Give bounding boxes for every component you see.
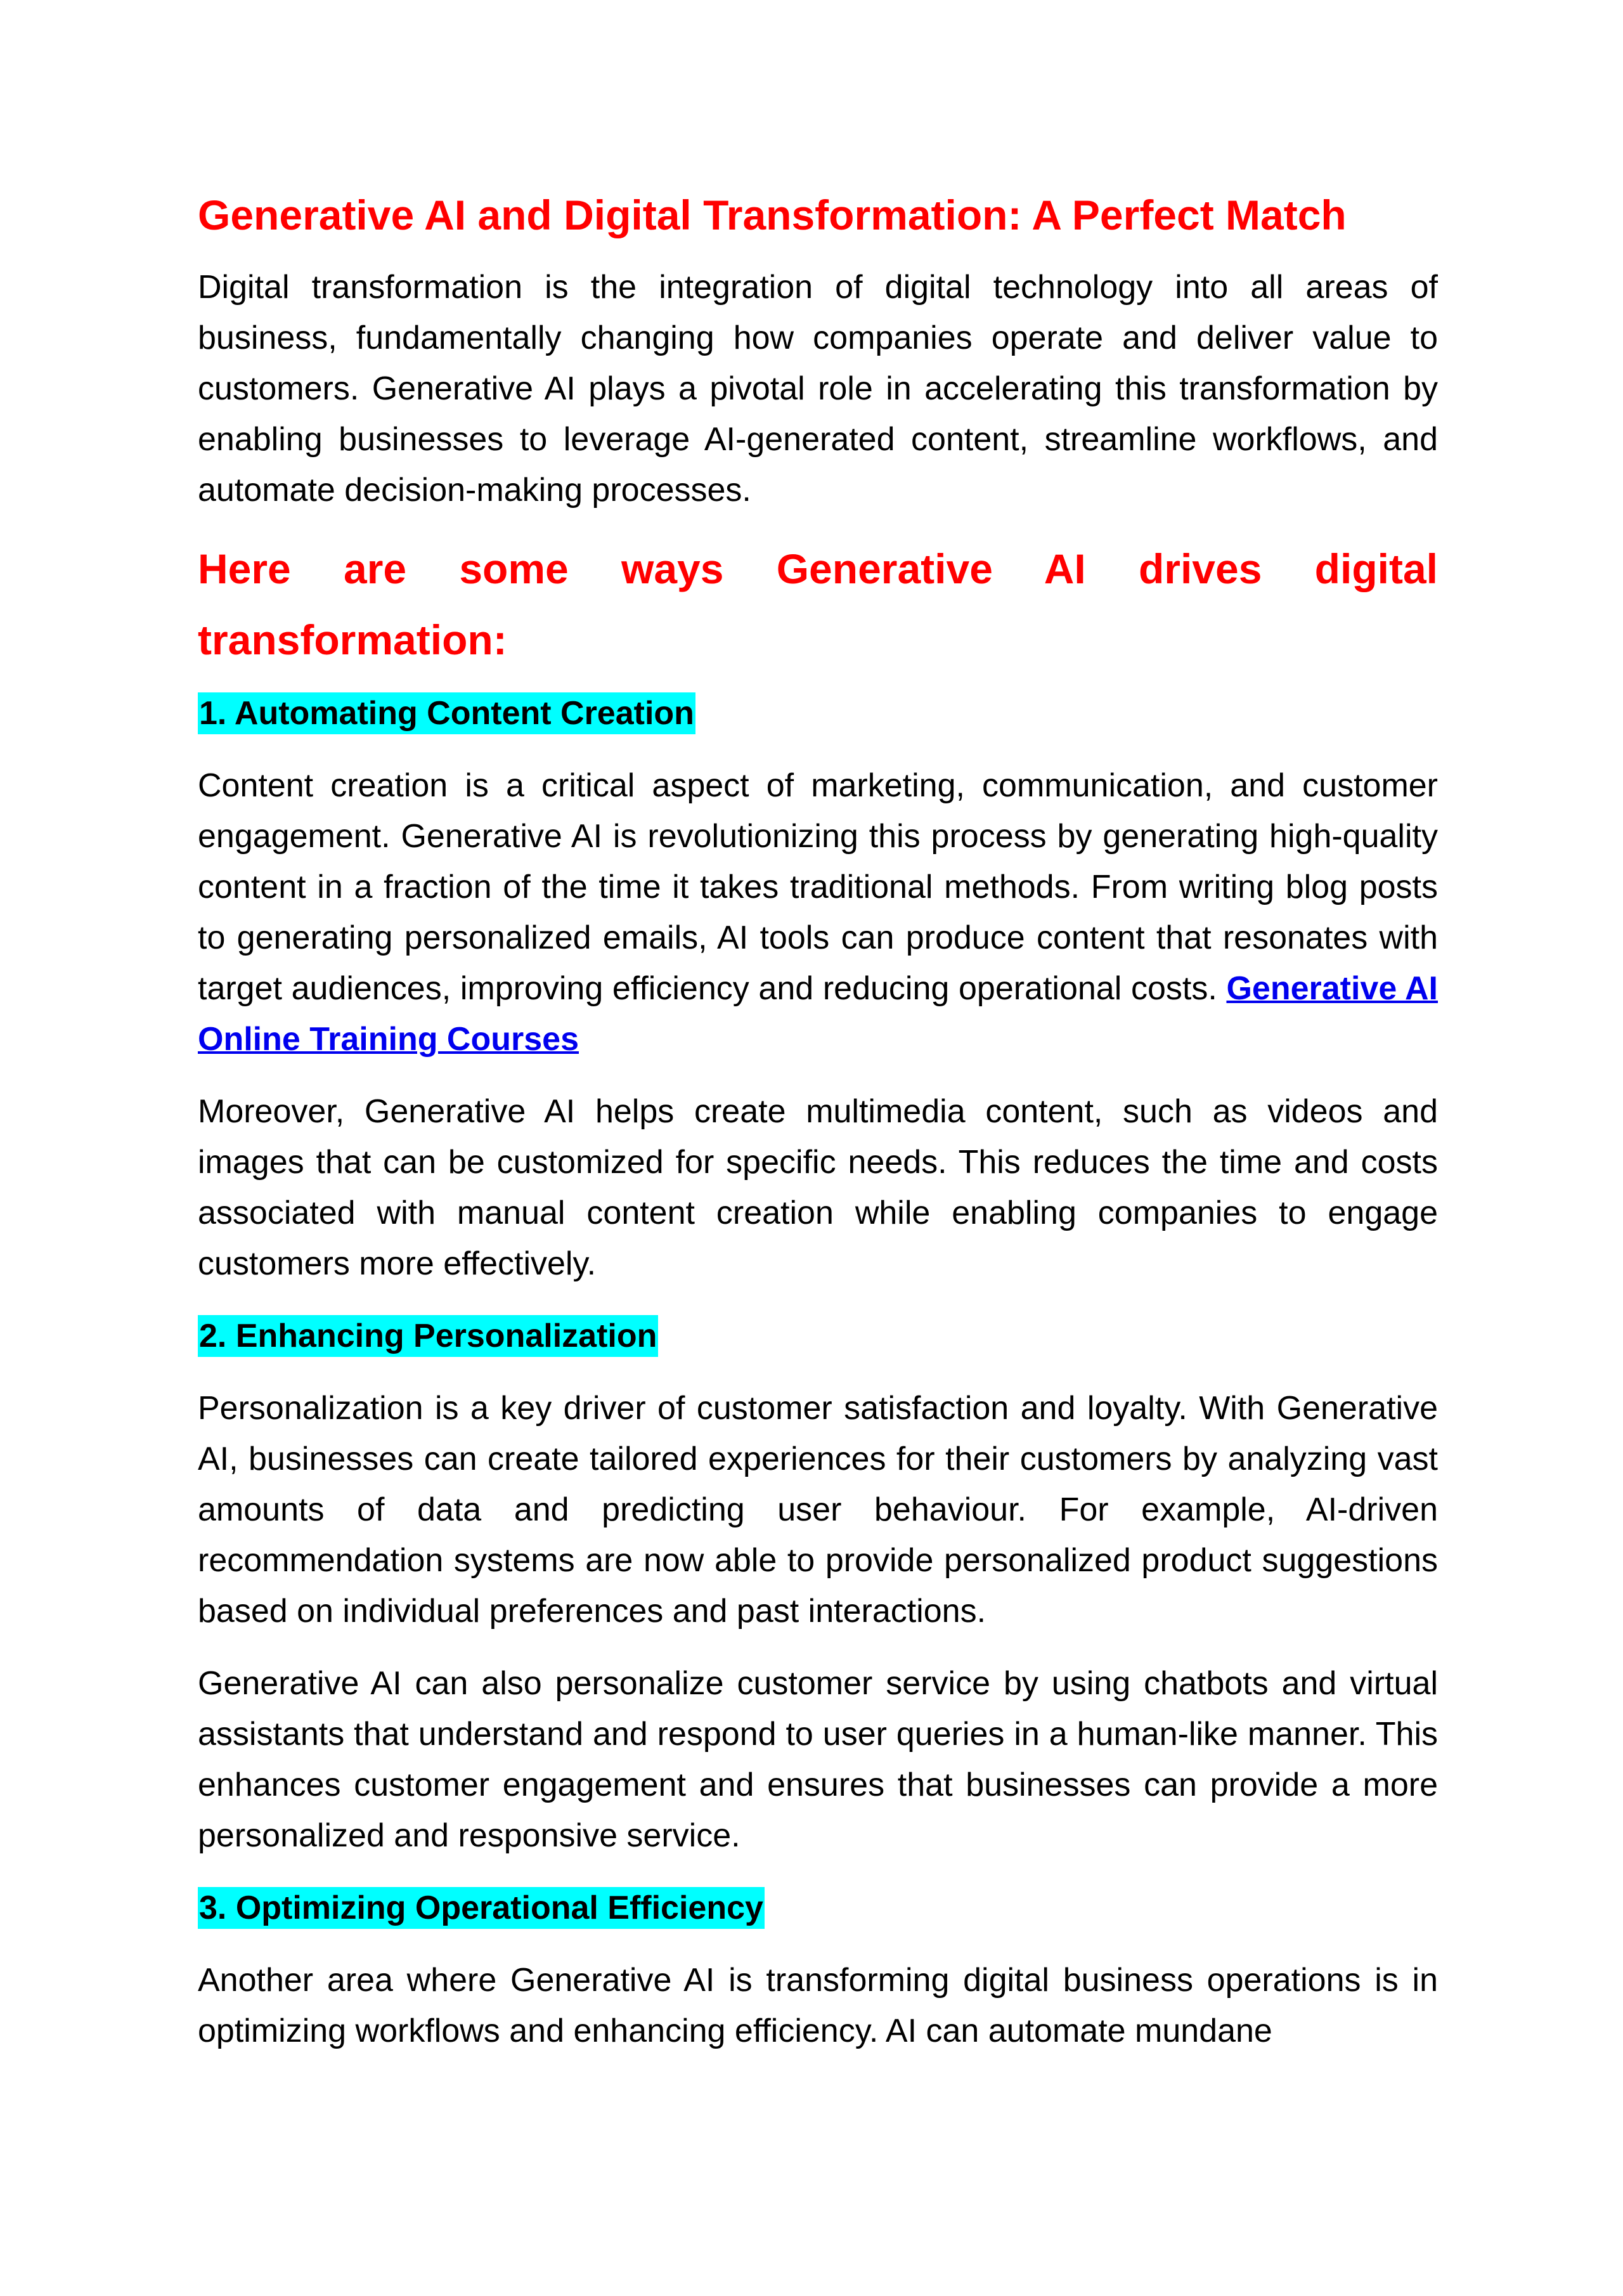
- section-heading-3: 3. Optimizing Operational Efficiency: [198, 1883, 1438, 1933]
- section-2-paragraph-1: Personalization is a key driver of customer satisfaction and loyalty. With Generative AI, businesses can create tailored experiences for their customers by analyzing vast amounts of data and predicting user behaviour. For example, AI-driven recommendation systems are now able to provide personalized product suggestions based on individual preferences and past interactions.: [198, 1390, 1438, 1630]
- section-heading-1: 1. Automating Content Creation: [198, 688, 1438, 739]
- training-courses-link[interactable]: Generative AI Online Training Courses: [198, 970, 1439, 1058]
- intro-paragraph: Digital transformation is the integration of digital technology into all areas of business, fundamentally changing how companies operate and deliver value to customers. Generative AI plays a pivotal role in accelerating this transformation by enabling businesses to leverage AI-generated content, streamline workflows, and automate decision-making processes.: [198, 269, 1438, 509]
- section-heading-2: 2. Enhancing Personalization: [198, 1311, 1438, 1361]
- document-page: [198, 190, 1438, 2078]
- ways-heading: Here are some ways Generative AI drives digital transformation:: [198, 545, 1438, 664]
- section-3-paragraph-1: Another area where Generative AI is transforming digital business operations is in optimizing workflows and enhancing efficiency. AI can automate mundane: [198, 1962, 1438, 2050]
- document-title: Generative AI and Digital Transformation: A Perfect Match: [198, 191, 1347, 238]
- section-2-paragraph-2: Generative AI can also personalize customer service by using chatbots and virtual assistants that understand and respond to user queries in a human-like manner. This enhances customer engagement and ensures that businesses can provide a more personalized and responsive service.: [198, 1665, 1438, 1855]
- section-1-paragraph-2: Moreover, Generative AI helps create multimedia content, such as videos and images that can be customized for specific needs. This reduces the time and costs associated with manual content creation while enabling companies to engage customers more effectively.: [198, 1093, 1438, 1283]
- section-1-paragraph-1: Content creation is a critical aspect of marketing, communication, and customer engagement. Generative AI is revolutionizing this process by generating high-quality content in a fraction of the time it takes traditional methods. From writing blog posts to generating personalized emails, AI tools can produce content that resonates with target audiences, improving efficiency and reducing operational costs. Generative AI Online Training Courses: [198, 767, 1439, 1058]
